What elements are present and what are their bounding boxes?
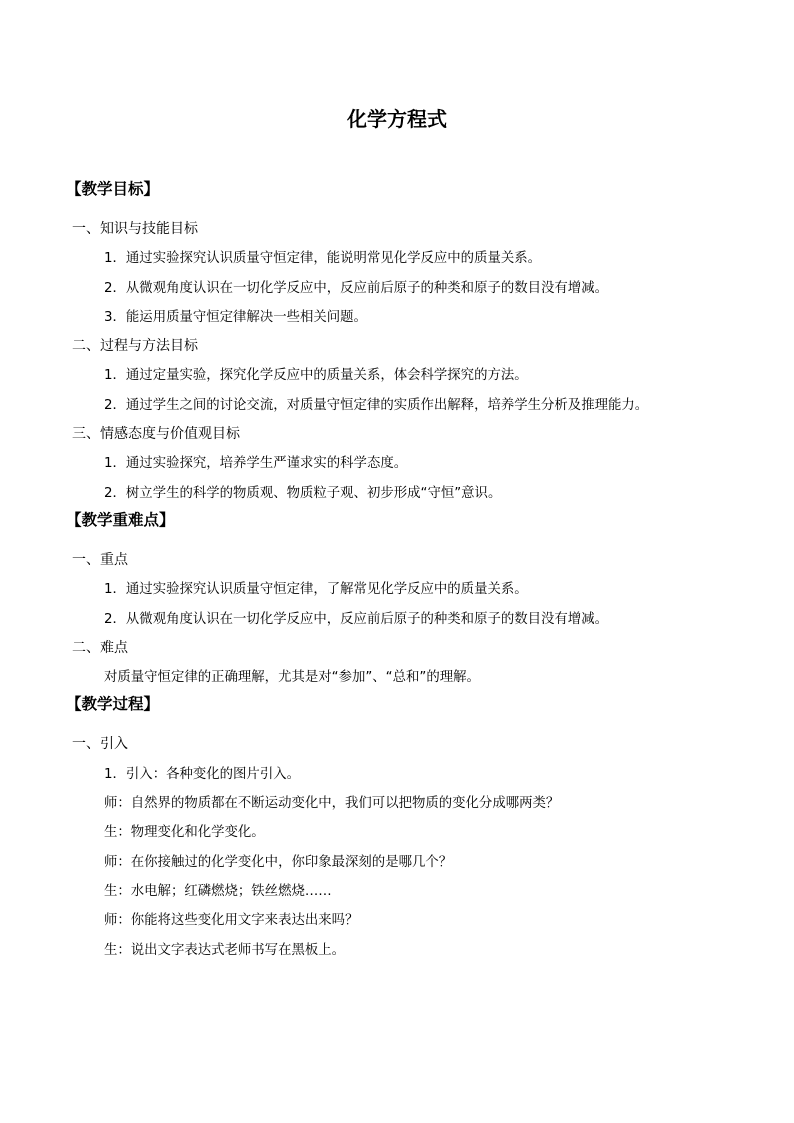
list-item: 3．能运用质量守恒定律解决一些相关问题。 [104,309,367,325]
list-item: 师：自然界的物质都在不断运动变化中，我们可以把物质的变化分成哪两类？ [104,796,560,812]
list-item: 1．通过实验探究认识质量守恒定律，了解常见化学反应中的质量关系。 [104,582,528,598]
list-item: 师：在你接触过的化学变化中，你印象最深刻的是哪几个？ [104,854,453,870]
document-title: 化学方程式 [347,107,447,131]
list-item: 2．从微观角度认识在一切化学反应中，反应前后原子的种类和原子的数目没有增减。 [104,611,608,627]
subheading-introduction: 一、引入 [72,736,128,753]
list-item: 2．从微观角度认识在一切化学反应中，反应前后原子的种类和原子的数目没有增减。 [104,280,608,296]
list-item: 1．通过实验探究认识质量守恒定律，能说明常见化学反应中的质量关系。 [104,251,542,267]
subheading-difficulty: 二、难点 [72,639,128,656]
subheading-attitude-values: 三、情感态度与价值观目标 [72,426,240,443]
subheading-key-point: 一、重点 [72,551,128,568]
section-heading-teaching-process: 【教学过程】 [66,695,160,714]
section-heading-teaching-goals: 【教学目标】 [66,180,160,198]
subheading-knowledge-skills: 一、知识与技能目标 [72,221,198,237]
list-item: 生：物理变化和化学变化。 [104,825,265,841]
list-item: 对质量守恒定律的正确理解，尤其是对“参加”、“总和”的理解。 [104,670,480,686]
list-item: 1．引入：各种变化的图片引入。 [104,766,300,782]
list-item: 1．通过实验探究，培养学生严谨求实的科学态度。 [104,456,408,472]
document-body [66,177,724,965]
list-item: 生：说出文字表达式老师书写在黑板上。 [104,942,346,958]
list-item: 2．通过学生之间的讨论交流，对质量守恒定律的实质作出解释，培养学生分析及推理能力。 [104,397,649,413]
list-item: 1．通过定量实验，探究化学反应中的质量关系，体会科学探究的方法。 [104,368,528,384]
section-heading-key-points: 【教学重难点】 [66,510,175,529]
list-item: 生：水电解；红磷燃烧；铁丝燃烧…… [104,883,332,899]
subheading-process-methods: 二、过程与方法目标 [72,338,198,355]
list-item: 2．树立学生的科学的物质观、物质粒子观、初步形成“守恒”意识。 [104,485,502,501]
list-item: 师：你能将这些变化用文字来表达出来吗？ [104,913,359,929]
